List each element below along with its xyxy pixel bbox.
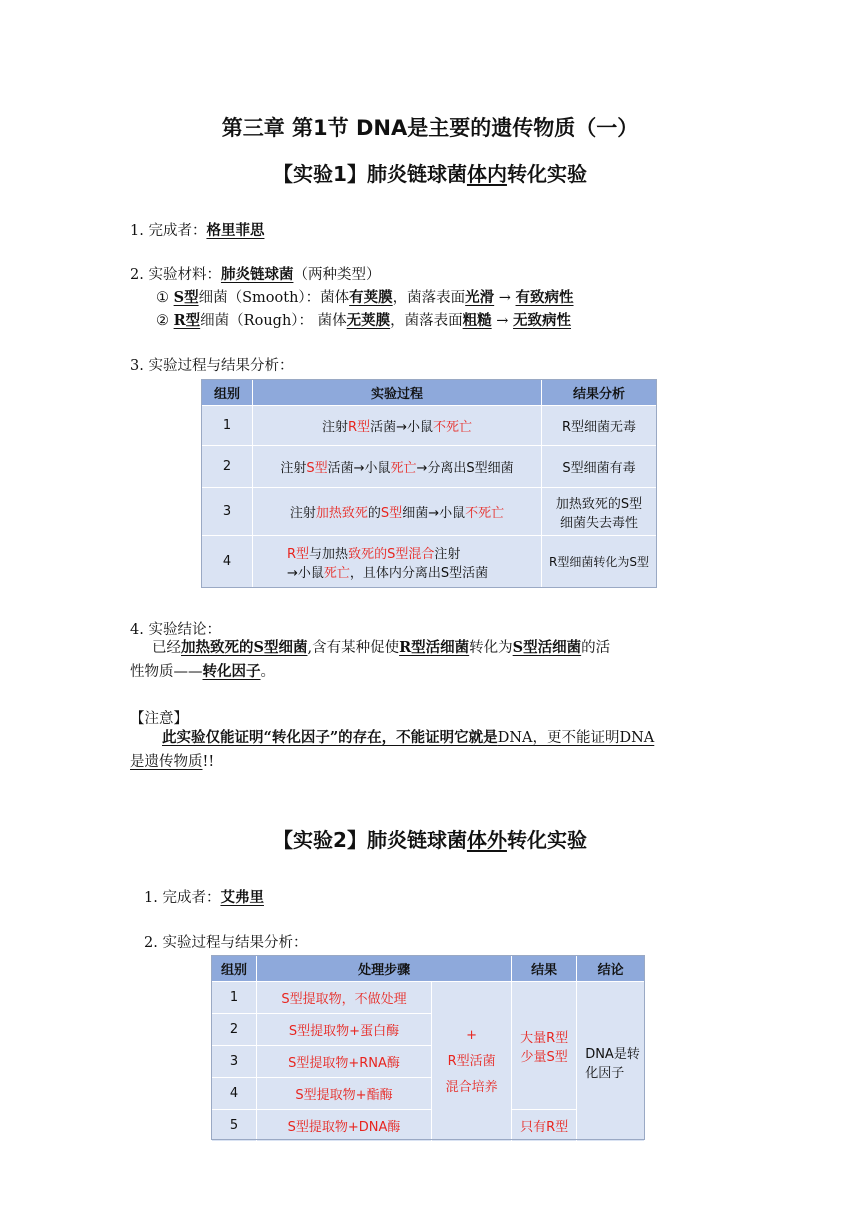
text: 。 [260,664,275,680]
s-type-line [156,286,574,307]
exp2-item-process: 2. 实验过程与结果分析： [144,935,308,951]
exp2-heading-pre: 【实验2】肺炎链球菌 [273,828,467,852]
group-cell: 3 [202,488,253,536]
red-text: 致死的S型混合 [348,546,435,562]
exp2-heading [0,824,860,853]
col-header-result: 结果分析 [542,380,657,406]
type-name: S型 [173,289,199,306]
exp1-item-conclusion: 4. 实验结论： [130,622,221,638]
text: 细菌（Rough）： 菌体 [200,313,347,329]
text: ，菌落表面 [390,313,463,329]
text: ,含有某种促使 [307,640,400,656]
col-header-steps: 处理步骤 [257,956,512,982]
exp2-heading-underlined: 体外 [466,828,507,852]
text: 活菌→小鼠 [327,461,391,476]
mix-line: R型活菌 [447,1053,496,1069]
red-text: 死亡 [390,461,417,476]
col-header-group: 组别 [202,380,253,406]
exp1-heading [0,158,860,187]
group-cell: 1 [212,982,257,1014]
table-row [202,446,657,488]
group-cell: 4 [202,536,253,588]
result-cell: 只有R型 [512,1110,577,1142]
step-cell: S型提取物+DNA酶 [257,1110,432,1142]
r-type-line [156,309,571,330]
text: ，菌落表面 [392,290,466,306]
result-line: 少量S型 [520,1049,568,1065]
table-row [212,982,645,1014]
note-label: 【注意】 [130,711,188,727]
red-text: 死亡 [323,565,350,581]
text: 转化为 [469,640,513,656]
key-term: 转化因子 [202,663,261,680]
circle-number: ② [156,313,174,329]
result-cell: R型细菌无毒 [542,406,657,446]
conclusion-paragraph [130,636,730,684]
surface: 光滑 [465,289,495,306]
red-text: R型 [348,420,371,435]
group-cell: 2 [212,1014,257,1046]
performer-name: 艾弗里 [220,889,264,906]
arrow: → [494,290,516,306]
text: !! [202,754,215,770]
red-text: S型 [380,506,403,521]
conclusion-line: DNA是转 [585,1046,640,1062]
note-line-2 [130,750,730,774]
mix-line: 混合培养 [445,1079,498,1095]
plus-sign: + [466,1027,478,1043]
text: 性物质—— [130,664,203,680]
step-cell: S型提取物+蛋白酶 [257,1014,432,1046]
text: 注射 [280,461,307,476]
exp1-heading-underlined: 体内 [466,162,507,186]
result-line: 细菌失去毒性 [559,515,638,531]
exp1-item-material [130,263,380,284]
note-paragraph [130,726,730,774]
result: 无致病性 [513,312,572,329]
circle-number: ① [156,290,174,306]
result-cell [512,982,577,1110]
red-text: 不死亡 [432,420,472,435]
text: 注射 [322,420,349,435]
red-text: R型 [287,546,310,562]
group-cell: 5 [212,1110,257,1142]
text: 已经 [152,640,181,656]
conclusion-line: 化因子 [585,1065,625,1081]
text: 注射 [434,546,461,562]
label: 1. 完成者： [130,223,207,239]
key-term: R型活细菌 [399,639,470,656]
bold-text: 此实验仅能证明“转化因子”的存在，不能证明它就是 [162,729,498,746]
exp2-heading-post: 转化实验 [506,828,587,852]
material-name: 肺炎链球菌 [220,266,294,283]
exp2-item-performer [144,886,264,907]
arrow: → [491,313,514,329]
text: 活菌→小鼠 [370,420,433,435]
text: DNA，更不能证明DNA [497,730,655,746]
text: →分离出S型细菌 [416,461,514,476]
text: →小鼠 [287,565,324,581]
label: 1. 完成者： [144,890,221,906]
text: 与加热 [309,546,349,562]
step-cell: S型提取物+酯酶 [257,1078,432,1110]
process-cell [253,488,542,536]
text: 细菌→小鼠 [402,506,466,521]
exp1-heading-post: 转化实验 [506,162,587,186]
group-cell: 2 [202,446,253,488]
conclusion-line-1 [130,636,730,660]
process-cell [253,446,542,488]
result-cell: R型细菌转化为S型 [542,536,657,588]
note-line-1 [130,726,730,750]
exp1-table [201,379,657,588]
table-row [202,406,657,446]
type-name: R型 [173,312,201,329]
table-row [202,536,657,588]
result-cell [542,488,657,536]
red-text: 加热致死 [315,506,368,521]
red-text: S型 [306,461,328,476]
mix-cell [432,982,512,1142]
col-header-process: 实验过程 [253,380,542,406]
process-cell [253,536,542,588]
text: 注射 [289,506,316,521]
step-cell: S型提取物，不做处理 [257,982,432,1014]
process-cell [253,406,542,446]
result-cell: S型细菌有毒 [542,446,657,488]
chapter-title: 第三章 第1节 DNA是主要的遗传物质（一） [221,116,639,140]
key-term: 加热致死的S型细菌 [181,639,308,656]
col-header-conclusion: 结论 [577,956,645,982]
col-header-result: 结果 [512,956,577,982]
key-term: S型活细菌 [512,639,582,656]
capsule: 有荚膜 [349,289,393,306]
exp1-item-performer [130,219,264,240]
capsule: 无荚膜 [346,312,391,329]
conclusion-line-2 [130,660,730,684]
performer-name: 格里菲思 [206,222,265,239]
exp1-item-process: 3. 实验过程与结果分析： [130,358,294,374]
text: 的活 [581,640,611,656]
step-cell: S型提取物+RNA酶 [257,1046,432,1078]
material-note: （两种类型） [293,267,381,283]
conclusion-cell [577,982,645,1142]
label: 2. 实验材料： [130,267,221,283]
surface: 粗糙 [462,312,492,329]
exp2-table [211,955,645,1142]
group-cell: 1 [202,406,253,446]
result-line: 大量R型 [520,1030,569,1046]
text: 的 [367,506,381,521]
text: 细菌（Smooth）：菌体 [198,290,350,306]
text: ，且体内分离出S型活菌 [349,565,489,581]
result-line: 加热致死的S型 [555,496,643,512]
table-row [202,488,657,536]
result: 有致病性 [515,289,574,306]
red-text: 不死亡 [465,506,505,521]
group-cell: 4 [212,1078,257,1110]
underlined-text: 是遗传物质 [130,754,203,770]
exp1-heading-pre: 【实验1】肺炎链球菌 [273,162,467,186]
group-cell: 3 [212,1046,257,1078]
col-header-group: 组别 [212,956,257,982]
